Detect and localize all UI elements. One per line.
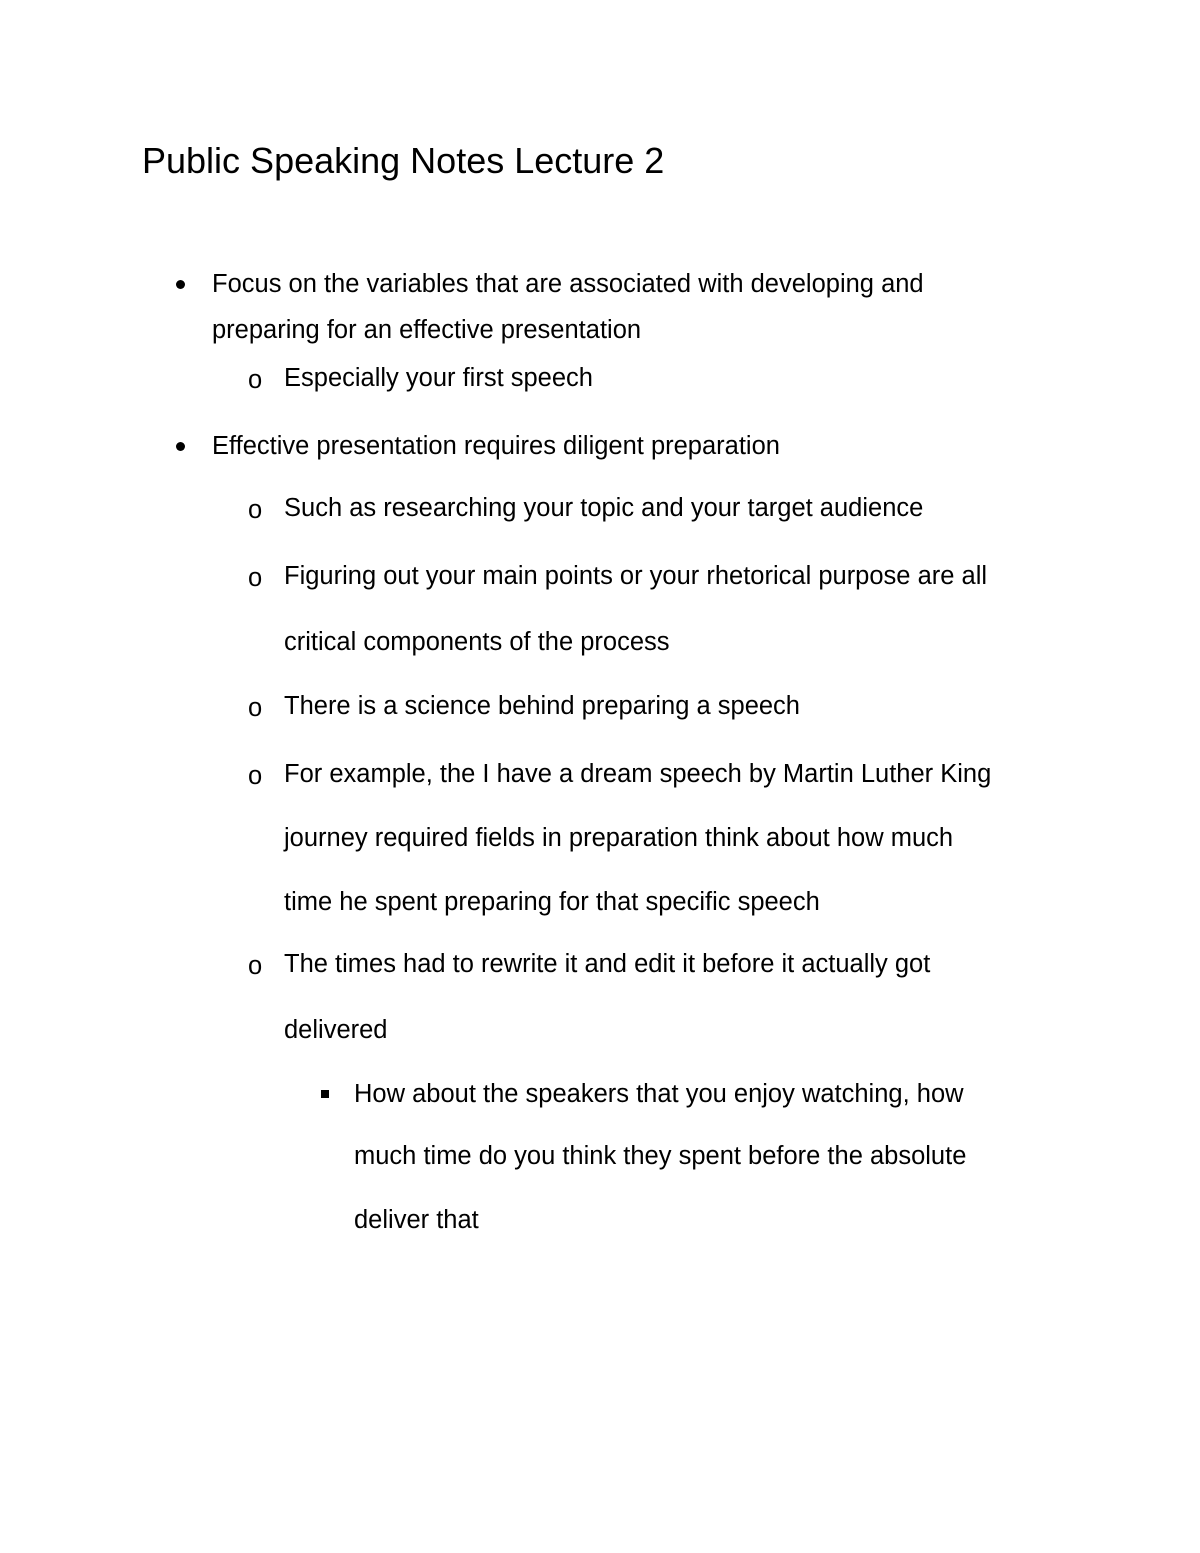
sub-bullet-text: critical components of the process [284, 628, 670, 656]
sub-bullet-text: There is a science behind preparing a speech [284, 692, 800, 720]
sub-bullet-text: time he spent preparing for that specific speech [284, 888, 820, 916]
page-title: Public Speaking Notes Lecture 2 [142, 140, 665, 181]
bullet-disc-icon [176, 280, 185, 289]
sub-bullet-text: Such as researching your topic and your target audience [284, 494, 924, 522]
bullet-circle-icon: o [248, 564, 263, 592]
sub-sub-bullet-text: much time do you think they spent before the absolute [354, 1142, 967, 1170]
sub-bullet-text: The times had to rewrite it and edit it before it actually got [284, 950, 931, 978]
sub-sub-bullet-text: How about the speakers that you enjoy watching, how [354, 1080, 964, 1108]
bullet-text: Focus on the variables that are associated with developing and [212, 270, 924, 298]
sub-bullet-text: Especially your first speech [284, 364, 593, 392]
bullet-circle-icon: o [248, 762, 263, 790]
bullet-text: preparing for an effective presentation [212, 316, 642, 344]
sub-bullet-text: delivered [284, 1016, 388, 1044]
bullet-circle-icon: o [248, 694, 263, 722]
sub-bullet-text: journey required fields in preparation think about how much [284, 824, 954, 852]
bullet-circle-icon: o [248, 496, 263, 524]
bullet-circle-icon: o [248, 366, 263, 394]
sub-sub-bullet-text: deliver that [354, 1206, 479, 1234]
sub-bullet-text: For example, the I have a dream speech by Martin Luther King [284, 760, 992, 788]
sub-bullet-text: Figuring out your main points or your rhetorical purpose are all [284, 562, 988, 590]
bullet-disc-icon [176, 442, 185, 451]
bullet-text: Effective presentation requires diligent preparation [212, 432, 780, 460]
bullet-square-icon [321, 1090, 329, 1098]
bullet-circle-icon: o [248, 952, 263, 980]
